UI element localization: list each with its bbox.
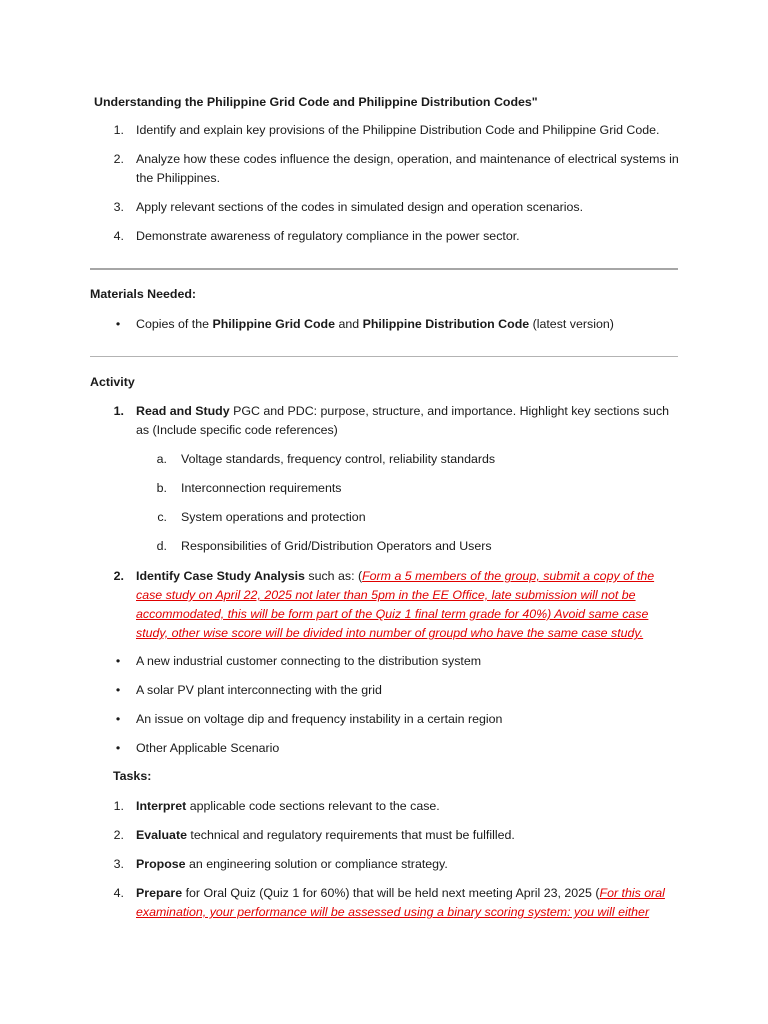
activity-step-2 (136, 567, 681, 643)
task-item (136, 826, 681, 845)
task-text: for Oral Quiz (Quiz 1 for 60%) that will be held next meeting April 23, 2025 ( (182, 886, 600, 900)
objective-number: 3. (113, 200, 124, 214)
bullet-marker: • (115, 317, 121, 331)
materials-text: (latest version) (529, 317, 614, 331)
task-keyword: Prepare (136, 886, 183, 900)
deadline-note: Form a 5 members of the group, submit a copy of the case study on April 22, 2025 not later than 5pm in the EE Office, late submission will not be accommodated, this will be form part of the Quiz 1 final term grade for 40%) Avoid same case study, other wise score will be divided into number of groupd who have the same case study. (136, 569, 655, 640)
task-keyword: Interpret (136, 799, 187, 813)
task-item (136, 855, 681, 874)
objective-number: 2. (113, 152, 124, 166)
objective-text: Identify and explain key provisions of the Philippine Distribution Code and Philippine Grid Code. (136, 123, 660, 137)
subitem-letter: c. (157, 510, 167, 524)
activity-step-number: 1. (113, 404, 124, 418)
scenario-item: A new industrial customer connecting to the distribution system (136, 654, 482, 668)
bullet-marker: • (115, 741, 121, 755)
bullet-marker: • (115, 683, 121, 697)
task-keyword: Evaluate (136, 828, 187, 842)
subitem-text: Voltage standards, frequency control, reliability standards (181, 452, 496, 466)
scenario-item: A solar PV plant interconnecting with the grid (136, 683, 382, 697)
task-text: an engineering solution or compliance strategy. (185, 857, 448, 871)
oral-exam-note: For this oral examination, your performance will be assessed using a binary scoring system: you will either (136, 886, 665, 919)
subitem-text: Responsibilities of Grid/Distribution Operators and Users (181, 539, 492, 553)
document-title: Understanding the Philippine Grid Code and Philippine Distribution Codes" (94, 95, 538, 109)
tasks-heading: Tasks: (113, 769, 152, 783)
subitem-letter: b. (156, 481, 167, 495)
subitem-letter: d. (156, 539, 167, 553)
section-divider (90, 356, 678, 357)
task-text: applicable code sections relevant to the case. (186, 799, 440, 813)
step-keyword: Read and Study (136, 404, 230, 418)
objective-number: 1. (113, 123, 124, 137)
objective-text: Demonstrate awareness of regulatory compliance in the power sector. (136, 229, 520, 243)
section-divider (90, 268, 678, 270)
step-text: PGC and PDC: purpose, structure, and importance. Highlight key sections such as (Include specific code references) (136, 404, 670, 437)
task-number: 3. (113, 857, 124, 871)
activity-step-1 (136, 402, 681, 440)
scenario-item: Other Applicable Scenario (136, 741, 280, 755)
task-item (136, 884, 681, 922)
activity-step-number: 2. (113, 569, 124, 583)
objective-text: Analyze how these codes influence the design, operation, and maintenance of electrical systems in the Philippines. (136, 152, 679, 185)
materials-heading: Materials Needed: (90, 287, 197, 301)
materials-text: Copies of the (136, 317, 213, 331)
objective-number: 4. (113, 229, 124, 243)
materials-grid-code: Philippine Grid Code (212, 317, 336, 331)
task-number: 1. (113, 799, 124, 813)
materials-item (136, 315, 681, 334)
task-number: 4. (113, 886, 124, 900)
objective-text: Apply relevant sections of the codes in simulated design and operation scenarios. (136, 200, 584, 214)
subitem-text: System operations and protection (181, 510, 366, 524)
subitem-text: Interconnection requirements (181, 481, 342, 495)
bullet-marker: • (115, 654, 121, 668)
step-keyword: Identify Case Study Analysis (136, 569, 305, 583)
subitem-letter: a. (156, 452, 167, 466)
bullet-marker: • (115, 712, 121, 726)
task-number: 2. (113, 828, 124, 842)
task-item (136, 797, 681, 816)
step-text: such as: ( (304, 569, 363, 583)
materials-distribution-code: Philippine Distribution Code (362, 317, 530, 331)
task-keyword: Propose (136, 857, 186, 871)
materials-text: and (335, 317, 363, 331)
scenario-item: An issue on voltage dip and frequency instability in a certain region (136, 712, 503, 726)
task-text: technical and regulatory requirements that must be fulfilled. (186, 828, 515, 842)
activity-heading: Activity (90, 375, 135, 389)
